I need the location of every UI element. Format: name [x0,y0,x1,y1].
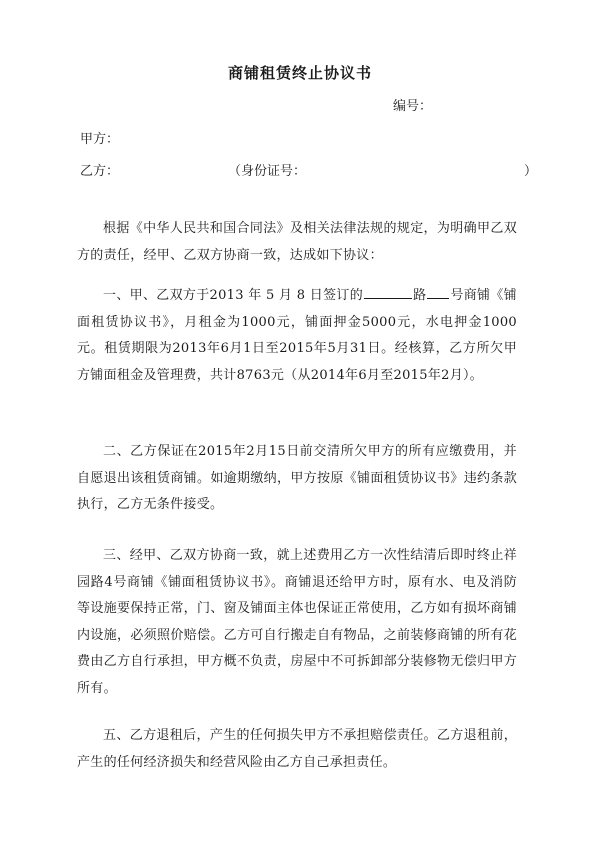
party-b-label: 乙方： [80,164,120,179]
document-title: 商铺租赁终止协议书 [227,64,372,82]
clause-2-paragraph: 二、乙方保证在2015年2月15日前交清所欠甲方的所有应缴费用，并自愿退出该租赁商铺。如逾期缴纳，甲方按原《铺面租赁协议书》违约条款执行，乙方无条件接受。 [77,444,517,512]
party-b-id-label: （身份证号： [228,164,307,179]
party-b-id-close: ） [524,164,538,179]
shop-number-blank [427,284,449,299]
document-number-label: 编号： [393,99,433,114]
party-a-label: 甲方： [80,132,120,147]
clause-1-part-a: 一、甲、乙双方于2013 年 5 月 8 日签订的 [103,288,364,303]
clause-1-part-b: 路 [413,288,427,303]
intro-paragraph: 根据《中华人民共和国合同法》及相关法律法规的规定，为明确甲乙双方的责任，经甲、乙双方协商一致，达成如下协议： [77,221,517,263]
clause-1-paragraph [77,283,517,389]
road-name-blank [364,284,412,299]
clause-5-paragraph: 五、乙方退租后，产生的任何损失甲方不承担赔偿责任。乙方退租前，产生的任何经济损失和经营风险由乙方自己承担责任。 [77,728,517,770]
clause-1-part-c: 号商铺《铺面租赁协议书》，月租金为1000元，铺面押金5000元，水电押金1000元。租赁期限为2013年6月1日至2015年5月31日。经核算，乙方所欠甲方铺面租金及管理费，共计8763元（从2014年6月至2015年2月）。 [77,288,517,383]
clause-3-paragraph: 三、经甲、乙双方协商一致，就上述费用乙方一次性结清后即时终止祥园路4号商铺《铺面租赁协议书》。商铺退还给甲方时，原有水、电及消防等设施要保持正常，门、窗及铺面主体也保证正常使用，乙方如有损坏商铺内设施，必须照价赔偿。乙方可自行搬走自有物品，之前装修商铺的所有花费由乙方自行承担，甲方概不负责，房屋中不可拆卸部分装修物无偿归甲方所有。 [77,548,517,696]
